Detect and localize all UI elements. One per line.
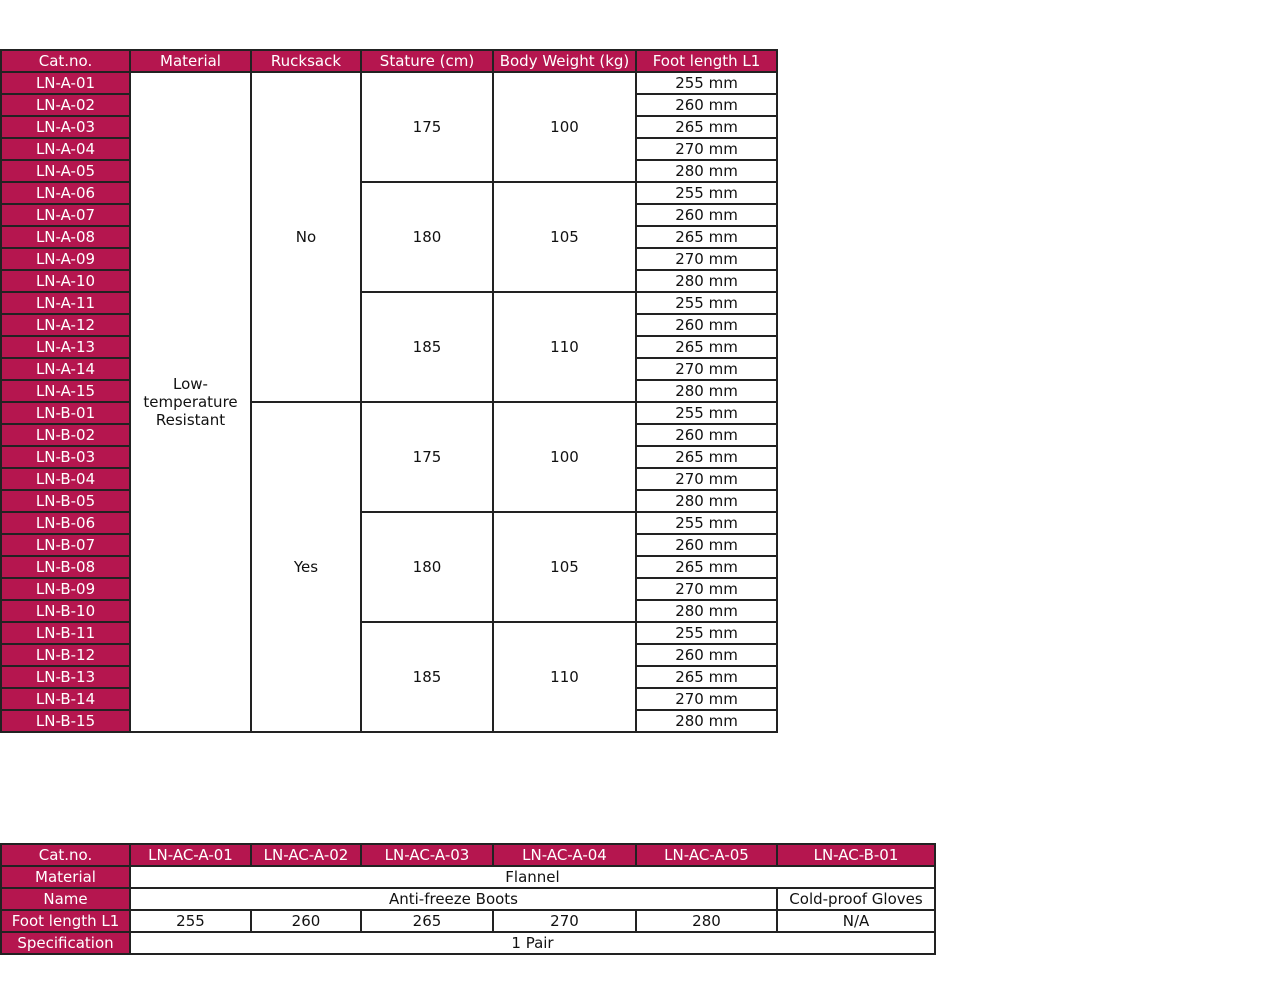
cat-no-cell: LN-A-04 <box>1 138 130 160</box>
cat-no-cell: LN-B-04 <box>1 468 130 490</box>
body-weight-cell: 110 <box>493 622 636 732</box>
acc-cat-no: LN-AC-A-02 <box>251 844 361 866</box>
cat-no-cell: LN-A-11 <box>1 292 130 314</box>
header-rucksack: Rucksack <box>251 50 361 72</box>
cat-no-cell: LN-A-14 <box>1 358 130 380</box>
rucksack-cell: No <box>251 72 361 402</box>
acc-label-material: Material <box>1 866 130 888</box>
foot-length-cell: 270 mm <box>636 578 777 600</box>
foot-length-cell: 280 mm <box>636 270 777 292</box>
acc-cat-no: LN-AC-A-05 <box>636 844 777 866</box>
acc-foot-value: 255 <box>130 910 251 932</box>
cat-no-cell: LN-B-08 <box>1 556 130 578</box>
foot-length-cell: 280 mm <box>636 600 777 622</box>
cat-no-cell: LN-A-10 <box>1 270 130 292</box>
foot-length-cell: 265 mm <box>636 556 777 578</box>
table-row <box>1 182 777 204</box>
acc-cat-no: LN-AC-B-01 <box>777 844 935 866</box>
boots-size-table <box>0 49 778 733</box>
cat-no-cell: LN-B-10 <box>1 600 130 622</box>
cat-no-cell: LN-B-11 <box>1 622 130 644</box>
foot-length-cell: 260 mm <box>636 94 777 116</box>
cat-no-cell: LN-A-08 <box>1 226 130 248</box>
stature-cell: 185 <box>361 292 493 402</box>
material-cell: Low-temperature Resistant <box>130 72 251 732</box>
table-row <box>1 512 777 534</box>
table-row <box>1 622 777 644</box>
cat-no-cell: LN-A-05 <box>1 160 130 182</box>
acc-label-name: Name <box>1 888 130 910</box>
foot-length-cell: 270 mm <box>636 688 777 710</box>
acc-row-material <box>1 866 935 888</box>
header-row <box>1 50 777 72</box>
foot-length-cell: 255 mm <box>636 182 777 204</box>
foot-length-cell: 280 mm <box>636 710 777 732</box>
table-row <box>1 292 777 314</box>
foot-length-cell: 265 mm <box>636 226 777 248</box>
foot-length-cell: 270 mm <box>636 358 777 380</box>
acc-row-name <box>1 888 935 910</box>
header-cat-no: Cat.no. <box>1 50 130 72</box>
header-foot-length: Foot length L1 <box>636 50 777 72</box>
foot-length-cell: 280 mm <box>636 490 777 512</box>
cat-no-cell: LN-A-07 <box>1 204 130 226</box>
header-stature: Stature (cm) <box>361 50 493 72</box>
body-weight-cell: 110 <box>493 292 636 402</box>
cat-no-cell: LN-B-02 <box>1 424 130 446</box>
foot-length-cell: 255 mm <box>636 512 777 534</box>
foot-length-cell: 260 mm <box>636 204 777 226</box>
cat-no-cell: LN-B-14 <box>1 688 130 710</box>
foot-length-cell: 270 mm <box>636 248 777 270</box>
acc-row-foot-length <box>1 910 935 932</box>
acc-spec-value: 1 Pair <box>130 932 935 954</box>
acc-material-value: Flannel <box>130 866 935 888</box>
foot-length-cell: 270 mm <box>636 468 777 490</box>
foot-length-cell: 265 mm <box>636 446 777 468</box>
cat-no-cell: LN-A-01 <box>1 72 130 94</box>
rucksack-cell: Yes <box>251 402 361 732</box>
cat-no-cell: LN-B-12 <box>1 644 130 666</box>
foot-length-cell: 260 mm <box>636 314 777 336</box>
acc-foot-value: 265 <box>361 910 493 932</box>
cat-no-cell: LN-A-12 <box>1 314 130 336</box>
body-weight-cell: 100 <box>493 402 636 512</box>
acc-cat-no: LN-AC-A-04 <box>493 844 636 866</box>
foot-length-cell: 255 mm <box>636 72 777 94</box>
acc-cat-no: LN-AC-A-01 <box>130 844 251 866</box>
acc-label-specification: Specification <box>1 932 130 954</box>
cat-no-cell: LN-B-05 <box>1 490 130 512</box>
acc-foot-value: 280 <box>636 910 777 932</box>
cat-no-cell: LN-A-03 <box>1 116 130 138</box>
acc-label-cat-no: Cat.no. <box>1 844 130 866</box>
stature-cell: 175 <box>361 402 493 512</box>
stature-cell: 185 <box>361 622 493 732</box>
foot-length-cell: 260 mm <box>636 644 777 666</box>
cat-no-cell: LN-A-09 <box>1 248 130 270</box>
table-row <box>1 402 777 424</box>
cat-no-cell: LN-A-02 <box>1 94 130 116</box>
header-material: Material <box>130 50 251 72</box>
foot-length-cell: 255 mm <box>636 622 777 644</box>
accessory-table <box>0 843 936 955</box>
cat-no-cell: LN-A-13 <box>1 336 130 358</box>
foot-length-cell: 270 mm <box>636 138 777 160</box>
cat-no-cell: LN-B-03 <box>1 446 130 468</box>
foot-length-cell: 260 mm <box>636 534 777 556</box>
foot-length-cell: 265 mm <box>636 666 777 688</box>
foot-length-cell: 265 mm <box>636 116 777 138</box>
acc-row-specification <box>1 932 935 954</box>
cat-no-cell: LN-B-13 <box>1 666 130 688</box>
stature-cell: 180 <box>361 182 493 292</box>
cat-no-cell: LN-A-06 <box>1 182 130 204</box>
body-weight-cell: 105 <box>493 512 636 622</box>
foot-length-cell: 280 mm <box>636 160 777 182</box>
acc-foot-value: 260 <box>251 910 361 932</box>
acc-name-gloves: Cold-proof Gloves <box>777 888 935 910</box>
cat-no-cell: LN-B-07 <box>1 534 130 556</box>
acc-row-cat-no <box>1 844 935 866</box>
foot-length-cell: 265 mm <box>636 336 777 358</box>
acc-foot-value: N/A <box>777 910 935 932</box>
cat-no-cell: LN-A-15 <box>1 380 130 402</box>
foot-length-cell: 255 mm <box>636 402 777 424</box>
body-weight-cell: 105 <box>493 182 636 292</box>
stature-cell: 180 <box>361 512 493 622</box>
cat-no-cell: LN-B-15 <box>1 710 130 732</box>
cat-no-cell: LN-B-01 <box>1 402 130 424</box>
foot-length-cell: 280 mm <box>636 380 777 402</box>
table-row <box>1 72 777 94</box>
header-body-weight: Body Weight (kg) <box>493 50 636 72</box>
body-weight-cell: 100 <box>493 72 636 182</box>
cat-no-cell: LN-B-06 <box>1 512 130 534</box>
foot-length-cell: 260 mm <box>636 424 777 446</box>
stature-cell: 175 <box>361 72 493 182</box>
foot-length-cell: 255 mm <box>636 292 777 314</box>
acc-foot-value: 270 <box>493 910 636 932</box>
acc-name-boots: Anti-freeze Boots <box>130 888 777 910</box>
acc-cat-no: LN-AC-A-03 <box>361 844 493 866</box>
acc-label-foot-length: Foot length L1 <box>1 910 130 932</box>
cat-no-cell: LN-B-09 <box>1 578 130 600</box>
